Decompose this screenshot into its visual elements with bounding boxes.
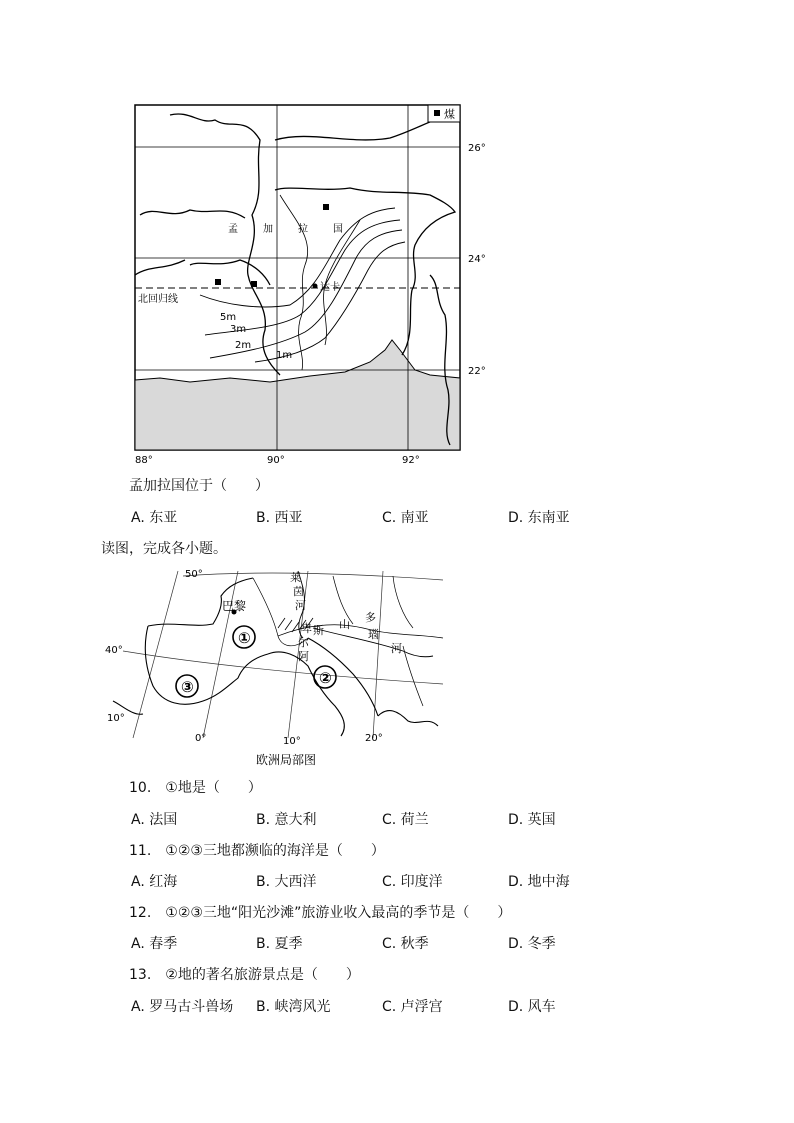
question-stem-13: 13. ②地的著名旅游景点是（ ） [129,967,360,983]
city-dhaka: 达卡 [320,282,340,293]
option-c[interactable]: C. 卢浮宫 [382,999,443,1015]
lon-label: 10° [283,736,301,747]
option-a[interactable]: A. 法国 [131,812,178,828]
option-b[interactable]: B. 西亚 [256,510,303,526]
option-d[interactable]: D. 英国 [508,812,556,828]
mark-1: ① [238,629,251,647]
svg-text:河: 河 [391,642,402,655]
svg-text:加: 加 [263,224,273,235]
option-b[interactable]: B. 峡湾风光 [256,999,331,1015]
option-b[interactable]: B. 大西洋 [256,874,317,890]
option-c[interactable]: C. 南亚 [382,510,429,526]
svg-text:多: 多 [365,611,376,624]
city-paris: 巴黎 [222,599,247,613]
map-caption: 欧洲局部图 [256,753,317,767]
legend-coal: 煤 [444,108,455,121]
lat-label: 24° [468,254,486,265]
question-stem-12: 12. ①②③三地“阳光沙滩”旅游业收入最高的季节是（ ） [129,905,512,921]
option-c[interactable]: C. 印度洋 [382,874,443,890]
svg-text:卑: 卑 [301,622,312,635]
option-a[interactable]: A. 东亚 [131,510,178,526]
question-stem-11: 11. ①②③三地都濒临的海洋是（ ） [129,843,385,859]
option-c[interactable]: C. 秋季 [382,936,429,952]
tropic-label: 北回归线 [138,294,178,305]
option-a[interactable]: A. 春季 [131,936,178,952]
bangladesh-map [130,100,490,465]
lon-label: 20° [365,733,383,744]
lon-label: 90° [267,455,285,465]
svg-text:山: 山 [339,618,350,631]
svg-text:河: 河 [295,599,306,612]
mark-3: ③ [181,678,194,696]
option-d[interactable]: D. 冬季 [508,936,556,952]
option-d[interactable]: D. 地中海 [508,874,570,890]
question-stem-9: 孟加拉国位于（ ） [129,478,269,494]
option-b[interactable]: B. 意大利 [256,812,317,828]
lon-label: 88° [135,455,153,465]
svg-text:莱: 莱 [290,571,301,584]
option-b[interactable]: B. 夏季 [256,936,303,952]
question-stem-10: 10. ①地是（ ） [129,780,262,796]
lat-label: 22° [468,366,486,377]
lat-label: 40° [105,645,123,656]
option-a[interactable]: A. 罗马古斗兽场 [131,999,234,1015]
svg-text:瑙: 瑙 [368,628,379,641]
svg-text:茵: 茵 [293,585,304,598]
svg-text:尔: 尔 [298,636,309,649]
lon-label: 92° [402,455,420,465]
svg-text:3m: 3m [230,324,247,335]
svg-text:拉: 拉 [298,224,308,235]
svg-text:国: 国 [333,224,343,235]
section-intro: 读图，完成各小题。 [101,541,227,557]
svg-text:孟: 孟 [228,224,238,235]
svg-text:5m: 5m [220,312,237,323]
lat-label: 26° [468,143,486,154]
lat-label: 50° [185,569,203,580]
lon-label: 0° [195,733,207,744]
svg-text:1m: 1m [276,350,293,361]
svg-text:2m: 2m [235,340,252,351]
svg-text:斯: 斯 [313,624,324,637]
option-d[interactable]: D. 风车 [508,999,556,1015]
europe-map [103,566,448,771]
option-a[interactable]: A. 红海 [131,874,178,890]
lon-label: 10° [107,713,125,724]
mark-2: ② [319,669,332,687]
svg-text:阿: 阿 [298,650,309,663]
option-c[interactable]: C. 荷兰 [382,812,429,828]
option-d[interactable]: D. 东南亚 [508,510,570,526]
